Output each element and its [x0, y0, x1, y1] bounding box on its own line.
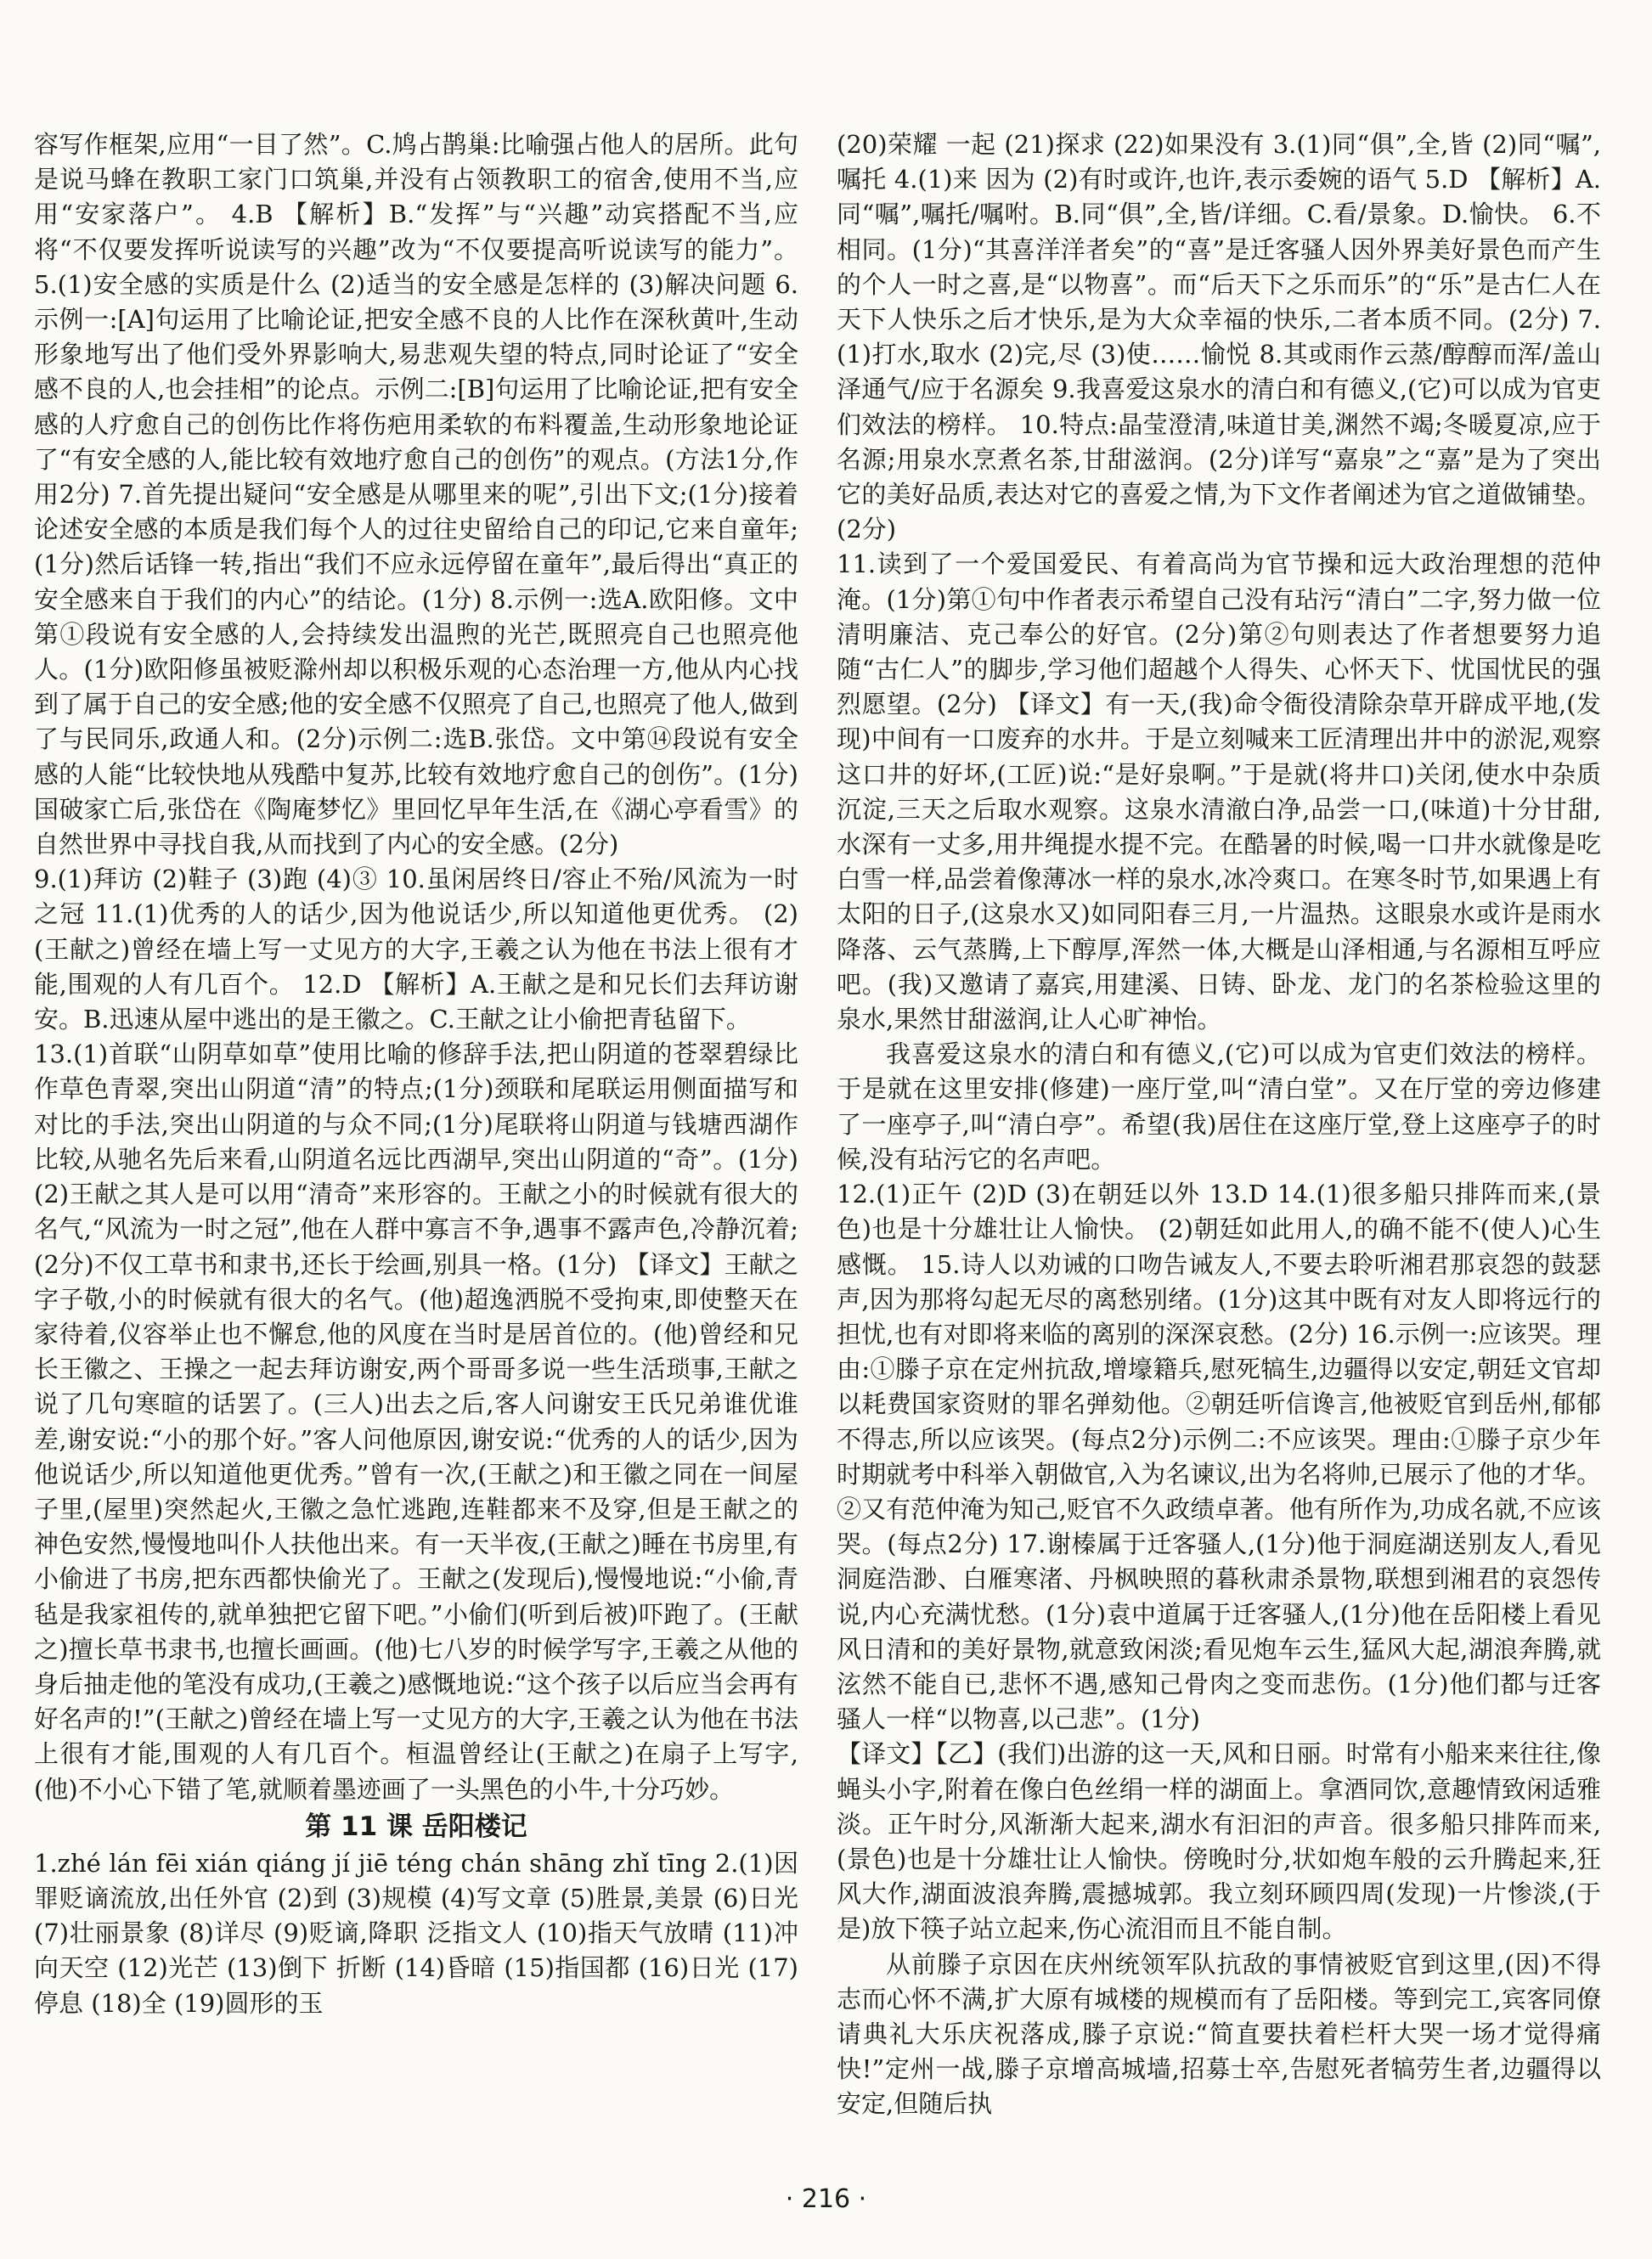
page-number: · 216 ·	[785, 2184, 867, 2214]
left-paragraph-1: 容写作框架,应用“一目了然”。C.鸠占鹊巢:比喻强占他人的居所。此句是说马蜂在教职工家门口筑巢,并没有占领教职工的宿舍,使用不当,应用“安家落户”。 4.B 【解析】B.“发挥”与“兴趣”动宾搭配不当,应将“不仅要发挥听说读写的兴趣”改为“不仅要提高听说读写的能力”。 5.(1)安全感的实质是什么 (2)适当的安全感是怎样的 (3)解决问题 6.示例一:[A]句运用了比喻论证,把安全感不良的人比作在深秋黄叶,生动形象地写出了他们受外界影响大,易悲观失望的特点,同时论证了“安全感不良的人,也会挂相”的论点。示例二:[B]句运用了比喻论证,把有安全感的人疗愈自己的创伤比作将伤疤用柔软的布料覆盖,生动形象地论证了“有安全感的人,能比较有效地疗愈自己的创伤”的观点。(方法1分,作用2分) 7.首先提出疑问“安全感是从哪里来的呢”,引出下文;(1分)接着论述安全感的本质是我们每个人的过往史留给自己的印记,它来自童年;(1分)然后话锋一转,指出“我们不应永远停留在童年”,最后得出“真正的安全感来自于我们的内心”的结论。(1分) 8.示例一:选A.欧阳修。文中第①段说有安全感的人,会持续发出温煦的光芒,既照亮自己也照亮他人。(1分)欧阳修虽被贬滁州却以积极乐观的心态治理一方,他从内心找到了属于自己的安全感;他的安全感不仅照亮了自己,也照亮了他人,做到了与民同乐,政通人和。(2分)示例二:选B.张岱。文中第⑭段说有安全感的人能“比较快地从残酷中复苏,比较有效地疗愈自己的创伤”。(1分)国破家亡后,张岱在《陶庵梦忆》里回忆早年生活,在《湖心亭看雪》的自然世界中寻找自我,从而找到了内心的安全感。(2分)	[34, 130, 798, 859]
lesson-heading: 第 11 课 岳阳楼记	[305, 1811, 527, 1842]
right-paragraph-2: 11.读到了一个爱国爱民、有着高尚为官节操和远大政治理想的范仲淹。(1分)第①句中作者表示希望自己没有玷污“清白”二字,努力做一位清明廉洁、克己奉公的好官。(2分)第②句则表达了作者想要努力追随“古仁人”的脚步,学习他们超越个人得失、心怀天下、忧国忧民的强烈愿望。(2分) 【译文】有一天,(我)命令衙役清除杂草开辟成平地,(发现)中间有一口废弃的水井。于是立刻喊来工匠清理出井中的淤泥,观察这口井的好坏,(工匠)说:“是好泉啊。”于是就(将井口)关闭,使水中杂质沉淀,三天之后取水观察。这泉水清澈白净,品尝一口,(味道)十分甘甜,水深有一丈多,用井绳提水提不完。在酷暑的时候,喝一口井水就像是吃白雪一样,品尝着像薄冰一样的泉水,冰冷爽口。在寒冬时节,如果遇上有太阳的日子,(这泉水又)如同阳春三月,一片温热。这眼泉水或许是雨水降落、云气蒸腾,上下醇厚,浑然一体,大概是山泽相通,与名源相互呼应吧。(我)又邀请了嘉宾,用建溪、日铸、卧龙、龙门的名茶检验这里的泉水,果然甘甜滋润,让人心旷神怡。	[837, 549, 1601, 1034]
right-paragraph-1: (20)荣耀 一起 (21)探求 (22)如果没有 3.(1)同“俱”,全,皆 (2)同“嘱”,嘱托 4.(1)来 因为 (2)有时或许,也许,表示委婉的语气 5.D 【解析】A.同“嘱”,嘱托/嘱咐。B.同“俱”,全,皆/详细。C.看/景象。D.愉快。 6.不相同。(1分)“其喜洋洋者矣”的“喜”是迁客骚人因外界美好景色而产生的个人一时之喜,是“以物喜”。而“后天下之乐而乐”的“乐”是古仁人在天下人快乐之后才快乐,是为大众幸福的快乐,二者本质不同。(2分) 7.(1)打水,取水 (2)完,尽 (3)使……愉悦 8.其或雨作云蒸/醇醇而浑/盖山泽通气/应于名源矣 9.我喜爱这泉水的清白和有德义,(它)可以成为官吏们效法的榜样。 10.特点:晶莹澄清,味道甘美,渊然不竭;冬暖夏凉,应于名源;用泉水烹煮名茶,甘甜滋润。(2分)详写“嘉泉”之“嘉”是为了突出它的美好品质,表达对它的喜爱之情,为下文作者阐述为官之道做铺垫。(2分)	[837, 130, 1601, 544]
right-column	[837, 127, 1601, 2119]
right-paragraph-3: 我喜爱这泉水的清白和有德义,(它)可以成为官吏们效法的榜样。于是就在这里安排(修建)一座厅堂,叫“清白堂”。又在厅堂的旁边修建了一座亭子,叫“清白亭”。希望(我)居住在这座厅堂,登上这座亭子的时候,没有玷污它的名声吧。	[837, 1039, 1601, 1174]
right-paragraph-6: 从前滕子京因在庆州统领军队抗敌的事情被贬官到这里,(因)不得志而心怀不满,扩大原有城楼的规模而有了岳阳楼。等到完工,宾客同僚请典礼大乐庆祝落成,滕子京说:“简直要扶着栏杆大哭一场才觉得痛快!”定州一战,滕子京增高城墙,招募士卒,告慰死者犒劳生者,边疆得以安定,但随后执	[837, 1949, 1601, 2119]
left-column	[34, 127, 798, 2098]
right-paragraph-5: 【译文】【乙】(我们)出游的这一天,风和日丽。时常有小船来来往往,像蝇头小字,附着在像白色丝绢一样的湖面上。拿酒同饮,意趣情致闲适雅淡。正午时分,风渐渐大起来,湖水有汩汩的声音。很多船只排阵而来,(景色)也是十分雄壮让人愉快。傍晚时分,状如炮车般的云升腾起来,狂风大作,湖面波浪奔腾,震撼城郭。我立刻环顾四周(发现)一片惨淡,(于是)放下筷子站立起来,伤心流泪而且不能自制。	[837, 1739, 1601, 1944]
left-paragraph-3: 13.(1)首联“山阴草如草”使用比喻的修辞手法,把山阴道的苍翠碧绿比作草色青翠,突出山阴道“清”的特点;(1分)颈联和尾联运用侧面描写和对比的手法,突出山阴道的与众不同;(1分)尾联将山阴道与钱塘西湖作比较,从驰名先后来看,山阴道名远比西湖早,突出山阴道的“奇”。(1分) (2)王献之其人是可以用“清奇”来形容的。王献之小的时候就有很大的名气,“风流为一时之冠”,他在人群中寡言不争,遇事不露声色,冷静沉着;(2分)不仅工草书和隶书,还长于绘画,别具一格。(1分) 【译文】王献之字子敬,小的时候就有很大的名气。(他)超逸洒脱不受拘束,即使整天在家待着,仪容举止也不懈怠,他的风度在当时是居首位的。(他)曾经和兄长王徽之、王操之一起去拜访谢安,两个哥哥多说一些生活琐事,王献之说了几句寒暄的话罢了。(三人)出去之后,客人问谢安王氏兄弟谁优谁差,谢安说:“小的那个好。”客人问他原因,谢安说:“优秀的人的话少,因为他说话少,所以知道他更优秀。”曾有一次,(王献之)和王徽之同在一间屋子里,(屋里)突然起火,王徽之急忙逃跑,连鞋都来不及穿,但是王献之的神色安然,慢慢地叫仆人扶他出来。有一天半夜,(王献之)睡在书房里,有小偷进了书房,把东西都快偷光了。王献之(发现后),慢慢地说:“小偷,青毡是我家祖传的,就单独把它留下吧。”小偷们(听到后被)吓跑了。(王献之)擅长草书隶书,也擅长画画。(他)七八岁的时候学写字,王羲之从他的身后抽走他的笔没有成功,(王羲之)感慨地说:“这个孩子以后应当会再有好名声的!”(王献之)曾经在墙上写一丈见方的大字,王羲之认为他在书法上很有才能,围观的人有几百个。桓温曾经让(王献之)在扇子上写字,(他)不小心下错了笔,就顺着墨迹画了一头黑色的小牛,十分巧妙。	[34, 1039, 798, 1804]
left-paragraph-4: 1.zhé lán fēi xián qiáng jí jiē téng chán shāng zhǐ tīng 2.(1)因罪贬谪流放,出任外官 (2)到 (3)规模 (4)写文章 (5)胜景,美景 (6)日光 (7)壮丽景象 (8)详尽 (9)贬谪,降职 泛指文人 (10)指天气放晴 (11)冲向天空 (12)光芒 (13)倒下 折断 (14)昏暗 (15)指国都 (16)日光 (17)停息 (18)全 (19)圆形的玉	[34, 1848, 798, 2018]
left-paragraph-2: 9.(1)拜访 (2)鞋子 (3)跑 (4)③ 10.虽闲居终日/容止不殆/风流为一时之冠 11.(1)优秀的人的话少,因为他说话少,所以知道他更优秀。 (2)(王献之)曾经在墙上写一丈见方的大字,王羲之认为他在书法上很有才能,围观的人有几百个。 12.D 【解析】A.王献之是和兄长们去拜访谢安。B.迅速从屋中逃出的是王徽之。C.王献之让小偷把青毡留下。	[34, 865, 798, 1034]
right-paragraph-4: 12.(1)正午 (2)D (3)在朝廷以外 13.D 14.(1)很多船只排阵而来,(景色)也是十分雄壮让人愉快。 (2)朝廷如此用人,的确不能不(使人)心生感慨。 15.诗人以劝诫的口吻告诫友人,不要去聆听湘君那哀怨的鼓瑟声,因为那将勾起无尽的离愁别绪。(1分)这其中既有对友人即将远行的担忧,也有对即将来临的离别的深深哀愁。(2分) 16.示例一:应该哭。理由:①滕子京在定州抗敌,增壕籍兵,慰死犒生,边疆得以安定,朝廷文官却以耗费国家资财的罪名弹劾他。②朝廷听信谗言,他被贬官到岳州,郁郁不得志,所以应该哭。(每点2分)示例二:不应该哭。理由:①滕子京少年时期就考中科举入朝做官,入为名谏议,出为名将帅,已展示了他的才华。②又有范仲淹为知己,贬官不久政绩卓著。他有所作为,功成名就,不应该哭。(每点2分) 17.谢榛属于迁客骚人,(1分)他于洞庭湖送别友人,看见洞庭浩渺、白雁寒渚、丹枫映照的暮秋肃杀景物,联想到湘君的哀怨传说,内心充满忧愁。(1分)袁中道属于迁客骚人,(1分)他在岳阳楼上看见风日清和的美好景物,就意致闲淡;看见炮车云生,猛风大起,湖浪奔腾,就泫然不能自已,悲怀不遇,感知己骨肉之变而悲伤。(1分)他们都与迁客骚人一样“以物喜,以己悲”。(1分)	[837, 1180, 1601, 1734]
